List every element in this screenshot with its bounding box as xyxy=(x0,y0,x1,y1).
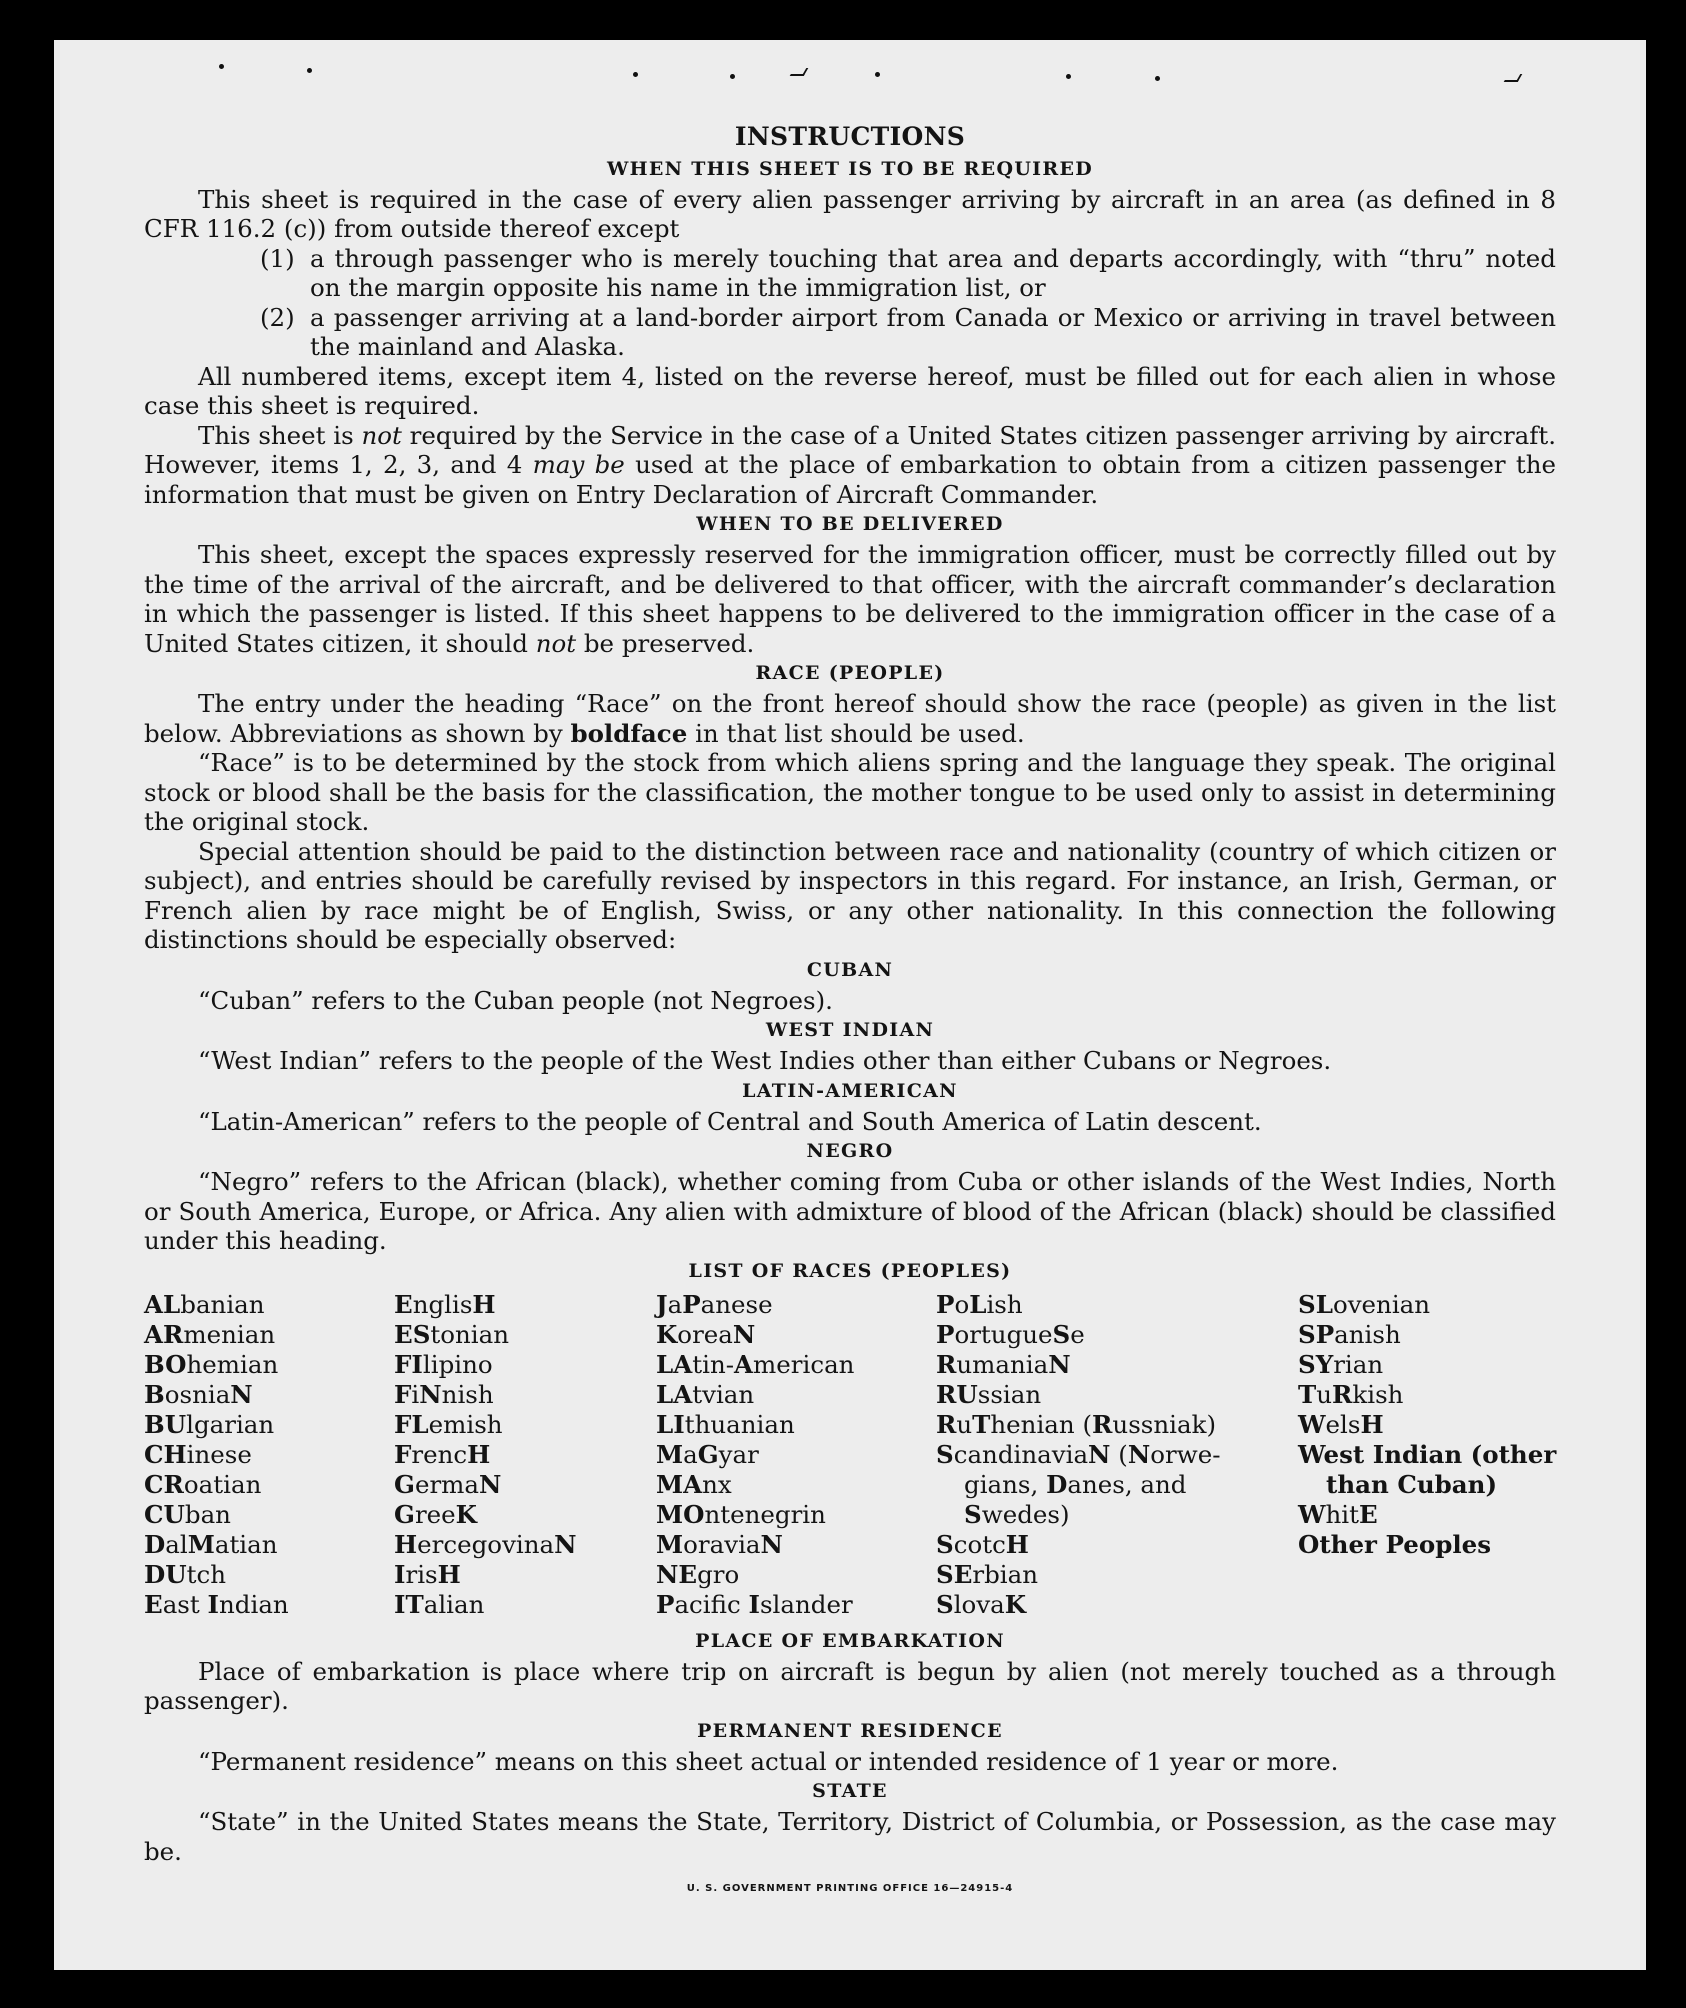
race-entry: SPanish xyxy=(1298,1319,1401,1349)
citizen-paragraph: This sheet is not required by the Service in the case of a United States citizen passenger arriving by aircraft. However, items 1, 2, 3, and 4 may be used at the place of embarkation to obtain from a citizen passenger the information that must be given on Entry Declaration of Aircraft Commander. xyxy=(144,420,1556,509)
state-definition: “State” in the United States means the State, Territory, District of Columbia, or Possession, as the case may be. xyxy=(144,1807,1556,1866)
heading-latin-american: LATIN-AMERICAN xyxy=(742,1079,958,1102)
heading-list-of-races: LIST OF RACES (PEOPLES) xyxy=(688,1259,1012,1282)
race-entry: RUssian xyxy=(936,1379,1042,1409)
race-entry: DUtch xyxy=(144,1559,226,1589)
instructions-document xyxy=(144,122,1556,1904)
race-entry: ALbanian xyxy=(144,1289,265,1319)
race-entry: JaPanese xyxy=(656,1289,773,1319)
scan-speck xyxy=(730,74,735,79)
race-entry: ARmenian xyxy=(144,1319,276,1349)
race-entry: BOhemian xyxy=(144,1349,279,1379)
race-entry: CRoatian xyxy=(144,1469,262,1499)
scan-speck xyxy=(307,68,312,73)
race-entry: GermaN xyxy=(394,1469,502,1499)
race-entry: FiNnish xyxy=(394,1379,494,1409)
race-entry: KoreaN xyxy=(656,1319,756,1349)
document-title: INSTRUCTIONS xyxy=(734,122,966,151)
race-entry: PortugueSe xyxy=(936,1319,1085,1349)
west-indian-definition: “West Indian” refers to the people of the West Indies other than either Cubans or Negroes. xyxy=(198,1046,1332,1075)
race-entry: NEgro xyxy=(656,1559,740,1589)
race-entry: LIthuanian xyxy=(656,1409,795,1439)
race-entry: ScotcH xyxy=(936,1529,1029,1559)
race-entry: CUban xyxy=(144,1499,231,1529)
heading-when-delivered: WHEN TO BE DELIVERED xyxy=(696,513,1004,535)
heading-race: RACE (PEOPLE) xyxy=(755,662,945,684)
exception-number: (2) xyxy=(260,302,295,332)
race-entry: FrencH xyxy=(394,1439,491,1469)
cuban-definition: “Cuban” refers to the Cuban people (not Negroes). xyxy=(198,985,833,1015)
heading-state: STATE xyxy=(812,1780,888,1802)
heading-cuban: CUBAN xyxy=(806,958,894,981)
printing-office-imprint: U. S. GOVERNMENT PRINTING OFFICE 16—24915-4 xyxy=(686,1883,1014,1894)
race-entry: RuThenian (Russniak) xyxy=(936,1409,1217,1439)
race-entry: IrisH xyxy=(394,1559,461,1589)
scan-speck xyxy=(1155,76,1160,81)
race-entry: PoLish xyxy=(936,1289,1023,1319)
race-entry: FLemish xyxy=(394,1409,503,1439)
embarkation-definition: Place of embarkation is place where trip on aircraft is begun by alien (not merely touched as a through passenger). xyxy=(144,1656,1556,1715)
scan-speck xyxy=(219,64,224,69)
race-entry: TuRkish xyxy=(1298,1379,1404,1409)
race-entry: HercegovinaN xyxy=(394,1529,577,1559)
heading-permanent-residence: PERMANENT RESIDENCE xyxy=(697,1719,1003,1742)
exception-text: a through passenger who is merely touching that area and departs accordingly, with “thru” noted on the margin opposite his name in the immigration list, or xyxy=(310,243,1556,302)
race-entry: SLovenian xyxy=(1298,1289,1431,1319)
races-column xyxy=(144,1290,394,1620)
race-nationality-paragraph: Special attention should be paid to the distinction between race and nationality (country of which citizen or subject), and entries should be carefully revised by inspectors in this regard. For instance, an Irish, German, or French alien by race might be of English, Swiss, or any other nationality. In this connection the following distinctions should be especially observed: xyxy=(144,836,1556,954)
required-paragraph: This sheet is required in the case of every alien passenger arriving by aircraft in an area (as defined in 8 CFR 116.2 (c)) from outside thereof except xyxy=(144,184,1556,243)
race-entry: LAtvian xyxy=(656,1379,755,1409)
heading-when-required: WHEN THIS SHEET IS TO BE REQUIRED xyxy=(606,157,1094,180)
race-entry: DalMatian xyxy=(144,1529,278,1559)
scan-speck xyxy=(633,72,638,77)
race-entry: ScandinaviaN (Norwe- xyxy=(936,1439,1221,1469)
race-entry: BUlgarian xyxy=(144,1409,275,1439)
races-column xyxy=(394,1290,656,1620)
race-entry: MOntenegrin xyxy=(656,1499,826,1529)
races-column xyxy=(1298,1290,1556,1620)
race-entry: SYrian xyxy=(1298,1349,1384,1379)
race-entry: gians, Danes, and xyxy=(964,1469,1187,1499)
race-entry: WelsH xyxy=(1298,1409,1384,1439)
race-entry: SErbian xyxy=(936,1559,1039,1589)
race-entry: CHinese xyxy=(144,1439,252,1469)
race-entry: than Cuban) xyxy=(1326,1469,1498,1499)
race-entry: Pacifc Islander xyxy=(656,1589,853,1619)
race-entry: ITalian xyxy=(394,1589,485,1619)
heading-place-of-embarkation: PLACE OF EMBARKATION xyxy=(695,1629,1005,1652)
scan-mark xyxy=(1504,74,1523,82)
race-entry: East Indian xyxy=(144,1589,289,1619)
race-entry: West Indian (other xyxy=(1298,1439,1557,1469)
race-entry: LAtin-American xyxy=(656,1349,855,1379)
scan-speck xyxy=(1066,74,1071,79)
race-entry: Other Peoples xyxy=(1298,1529,1492,1559)
latin-american-definition: “Latin-American” refers to the people of Central and South America of Latin descent. xyxy=(198,1106,1262,1136)
exception-number: (1) xyxy=(260,243,295,273)
race-entry: EnglisH xyxy=(394,1289,496,1319)
race-entry: Swedes) xyxy=(964,1499,1070,1529)
race-entry: SlovaK xyxy=(936,1589,1027,1619)
heading-west-indian: WEST INDIAN xyxy=(765,1019,935,1041)
negro-definition: “Negro” refers to the African (black), whether coming from Cuba or other islands of the West Indies, North or South America, Europe, or Africa. Any alien with admixture of blood of the African (black) should be classified under this heading. xyxy=(144,1167,1556,1255)
race-entry: MoraviaN xyxy=(656,1529,783,1559)
race-entry: EStonian xyxy=(394,1319,510,1349)
race-entry: WhitE xyxy=(1298,1499,1378,1529)
race-entry: RumaniaN xyxy=(936,1349,1071,1379)
exception-item xyxy=(260,303,1556,362)
races-list xyxy=(144,1290,1556,1620)
race-entry: FIlipino xyxy=(394,1349,493,1379)
numbered-items-paragraph: All numbered items, except item 4, listed on the reverse hereof, must be filled out for each alien in whose case this sheet is required. xyxy=(144,361,1556,420)
races-column xyxy=(656,1290,936,1620)
races-column xyxy=(936,1290,1298,1620)
race-entry: BosniaN xyxy=(144,1379,253,1409)
race-entry-paragraph: The entry under the heading “Race” on the front hereof should show the race (people) as given in the list below. Abbreviations as shown by boldface in that list should be used. xyxy=(144,689,1556,748)
exception-item xyxy=(260,244,1556,303)
scan-mark xyxy=(790,68,809,76)
heading-negro: NEGRO xyxy=(806,1140,894,1162)
race-determination-paragraph: “Race” is to be determined by the stock from which aliens spring and the language they speak. The original stock or blood shall be the basis for the classification, the mother tongue to be used only to assist in determining the original stock. xyxy=(144,748,1556,836)
residence-definition: “Permanent residence” means on this sheet actual or intended residence of 1 year or more. xyxy=(198,1746,1339,1776)
document-sheet xyxy=(54,40,1646,1970)
exception-text: a passenger arriving at a land-border airport from Canada or Mexico or arriving in travel between the mainland and Alaska. xyxy=(310,302,1556,361)
scan-speck xyxy=(875,72,880,77)
race-entry: MAnx xyxy=(656,1469,732,1499)
race-entry: GreeK xyxy=(394,1499,477,1529)
delivered-paragraph: This sheet, except the spaces expressly reserved for the immigration officer, must be correctly filled out by the time of the arrival of the aircraft, and be delivered to that officer, with the aircraft commander’s declaration in which the passenger is listed. If this sheet happens to be delivered to the immigration officer in the case of a United States citizen, it should not be preserved. xyxy=(144,540,1556,658)
race-entry: MaGyar xyxy=(656,1439,759,1469)
